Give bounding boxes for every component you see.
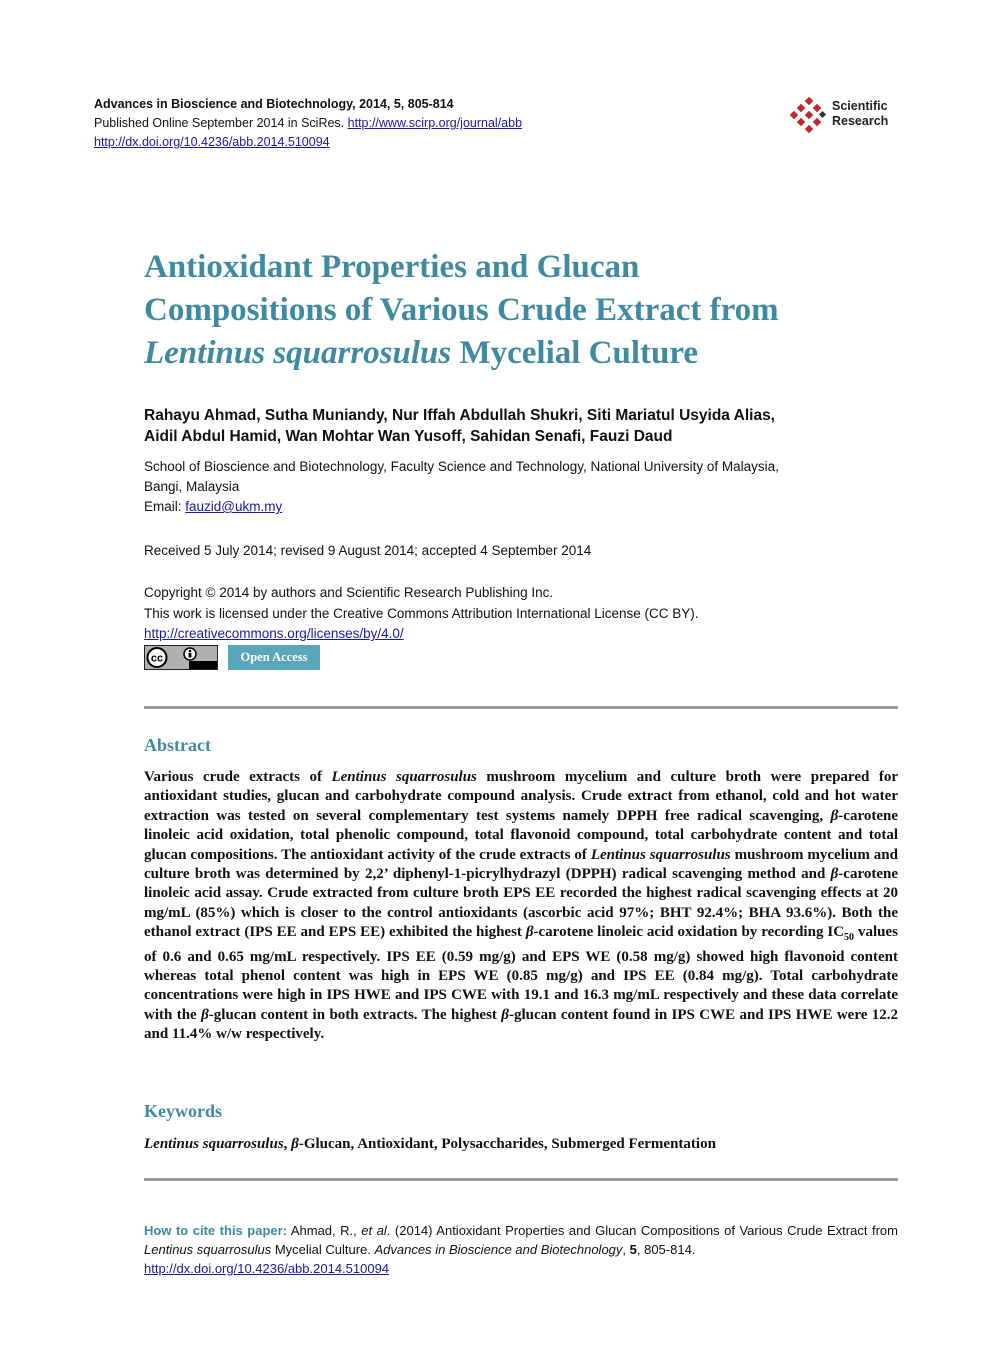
received-dates: Received 5 July 2014; revised 9 August 2014; accepted 4 September 2014 xyxy=(144,543,592,558)
citation-text-2: . (2014) Antioxidant Properties and Glucan Compositions of Various Crude Extract from xyxy=(386,1223,898,1238)
citation-journal: Advances in Bioscience and Biotechnology xyxy=(374,1242,623,1257)
divider-bottom xyxy=(144,1178,898,1181)
abstract-beta-5: β xyxy=(501,1006,509,1023)
journal-line: Advances in Bioscience and Biotechnology, 2014, 5, 805-814 xyxy=(94,97,454,111)
email-link[interactable]: fauzid@ukm.my xyxy=(185,499,283,514)
keywords-heading: Keywords xyxy=(144,1101,222,1121)
citation-text-5: , 805-814. xyxy=(636,1242,696,1257)
abstract-beta-1: β xyxy=(830,807,839,824)
citation-doi-link[interactable]: http://dx.doi.org/10.4236/abb.2014.510094 xyxy=(144,1261,390,1276)
abstract-text-4: mushroom mycelium and culture broth was determined by 2,2’ diphenyl-1-picrylhydrazyl (DPPH) radical scavenging method and xyxy=(144,846,898,883)
copyright-line2: This work is licensed under the Creative Commons Attribution International License (CC BY). xyxy=(144,605,699,621)
keywords-list xyxy=(144,1134,898,1154)
title-line2: Compositions of Various Crude Extract from xyxy=(144,292,779,328)
authors-line2: Aidil Abdul Hamid, Wan Mohtar Wan Yusoff, Sahidan Senafi, Fauzi Daud xyxy=(144,428,673,445)
abstract-heading: Abstract xyxy=(144,735,211,755)
keyword-beta: β xyxy=(291,1136,299,1152)
keyword-species: Lentinus squarrosulus xyxy=(144,1136,284,1152)
abstract-species-1: Lentinus squarrosulus xyxy=(331,769,477,785)
abstract-text-3: -carotene linoleic acid oxidation, total phenolic compound, total flavonoid compound, total carbohydrate content and total glucan compositions. The antioxidant activity of the crude extracts of xyxy=(144,807,898,863)
paper-title xyxy=(144,246,904,375)
abstract-beta-3: β xyxy=(525,924,534,941)
logo-line1: Scientific xyxy=(832,99,888,113)
abstract-text-7: values of 0.6 and 0.65 mg/mL respectively. IPS EE (0.59 mg/g) and EPS WE (0.58 mg/g) showed high flavonoid content whereas total phenol content was high in EPS WE (0.85 mg/g) and IPS EE (0.84 mg/g). Total carbohydrate concentrations were high in IPS HWE and IPS CWE with 19.1 and 16.3 mg/mL respectively and these data correlate with the xyxy=(144,924,898,1023)
svg-text:cc: cc xyxy=(150,652,164,665)
journal-link[interactable]: http://www.scirp.org/journal/abb xyxy=(347,116,523,130)
abstract-text-9: -glucan content found in IPS CWE and IPS HWE were 12.2 and 11.4% w/w respectively. xyxy=(144,1006,898,1043)
abstract-species-2: Lentinus squarrosulus xyxy=(590,846,731,863)
abstract-body xyxy=(144,768,898,1045)
keyword-separator: , xyxy=(283,1136,292,1152)
copyright-block xyxy=(144,583,904,645)
title-line3 xyxy=(144,332,904,375)
title-line3-rest: Mycelial Culture xyxy=(451,335,699,371)
authors-line1: Rahayu Ahmad, Sutha Muniandy, Nur Iffah Abdullah Shukri, Siti Mariatul Usyida Alias, xyxy=(144,407,775,424)
title-line1: Antioxidant Properties and Glucan xyxy=(144,249,640,285)
published-text: Published Online September 2014 in SciRes. xyxy=(94,116,345,130)
divider-top xyxy=(144,706,898,709)
cc-by-badge-icon[interactable] xyxy=(144,645,218,670)
scientific-research-logo xyxy=(790,96,900,136)
cc-by-icon xyxy=(145,646,217,669)
abstract-text-5: -carotene linoleic acid assay. Crude extracted from culture broth EPS EE recorded the highest radical scavenging effects at 20 mg/mL (85%) which is closer to the control antioxidants (ascorbic acid 97%; BHT 92.4%; BHA 93.6%). Both the ethanol extract (IPS EE and EPS EE) exhibited the highest xyxy=(144,866,898,941)
published-line xyxy=(94,114,522,133)
author-list xyxy=(144,405,904,447)
journal-header xyxy=(94,95,522,152)
keywords-rest: -Glucan, Antioxidant, Polysaccharides, Submerged Fermentation xyxy=(298,1136,716,1152)
abstract-text-6: -carotene linoleic acid oxidation by recording IC xyxy=(533,924,845,941)
abstract-subscript: 50 xyxy=(844,932,855,944)
open-access-badge: Open Access xyxy=(228,645,320,670)
license-link[interactable]: http://creativecommons.org/licenses/by/4.0/ xyxy=(144,626,404,641)
logo-text xyxy=(832,99,888,129)
abstract-text-8: -glucan content in both extracts. The highest xyxy=(208,1006,502,1023)
citation-label: How to cite this paper: xyxy=(144,1223,288,1238)
citation-text-3: Mycelial Culture. xyxy=(271,1242,375,1257)
logo-line2: Research xyxy=(832,114,889,128)
citation-block xyxy=(144,1221,898,1278)
citation-volume: 5 xyxy=(629,1242,637,1257)
title-species: Lentinus squarrosulus xyxy=(144,335,452,371)
abstract-beta-2: β xyxy=(830,866,839,883)
copyright-line1: Copyright © 2014 by authors and Scientific Research Publishing Inc. xyxy=(144,585,554,600)
abstract-beta-4: β xyxy=(201,1006,209,1023)
affiliation xyxy=(144,457,904,517)
citation-etal: et al xyxy=(361,1223,387,1238)
citation-species: Lentinus squarrosulus xyxy=(144,1242,272,1257)
header-doi-link[interactable]: http://dx.doi.org/10.4236/abb.2014.510094 xyxy=(94,135,330,149)
affiliation-line2: Bangi, Malaysia xyxy=(144,479,240,494)
email-label: Email: xyxy=(144,499,186,514)
citation-text-1: Ahmad, R., xyxy=(287,1223,362,1238)
citation-text-4: , xyxy=(622,1242,630,1257)
email-line xyxy=(144,497,904,517)
logo-mark-icon xyxy=(790,96,830,136)
abstract-text-2: mushroom mycelium and culture broth were prepared for antioxidant studies, glucan and carbohydrate compound analysis. Crude extract from ethanol, cold and hot water extraction was tested on several complementary test systems namely DPPH free radical scavenging, xyxy=(144,769,898,824)
affiliation-line1: School of Bioscience and Biotechnology, Faculty Science and Technology, National University of Malaysia, xyxy=(144,459,779,474)
abstract-text-1: Various crude extracts of xyxy=(144,769,332,785)
